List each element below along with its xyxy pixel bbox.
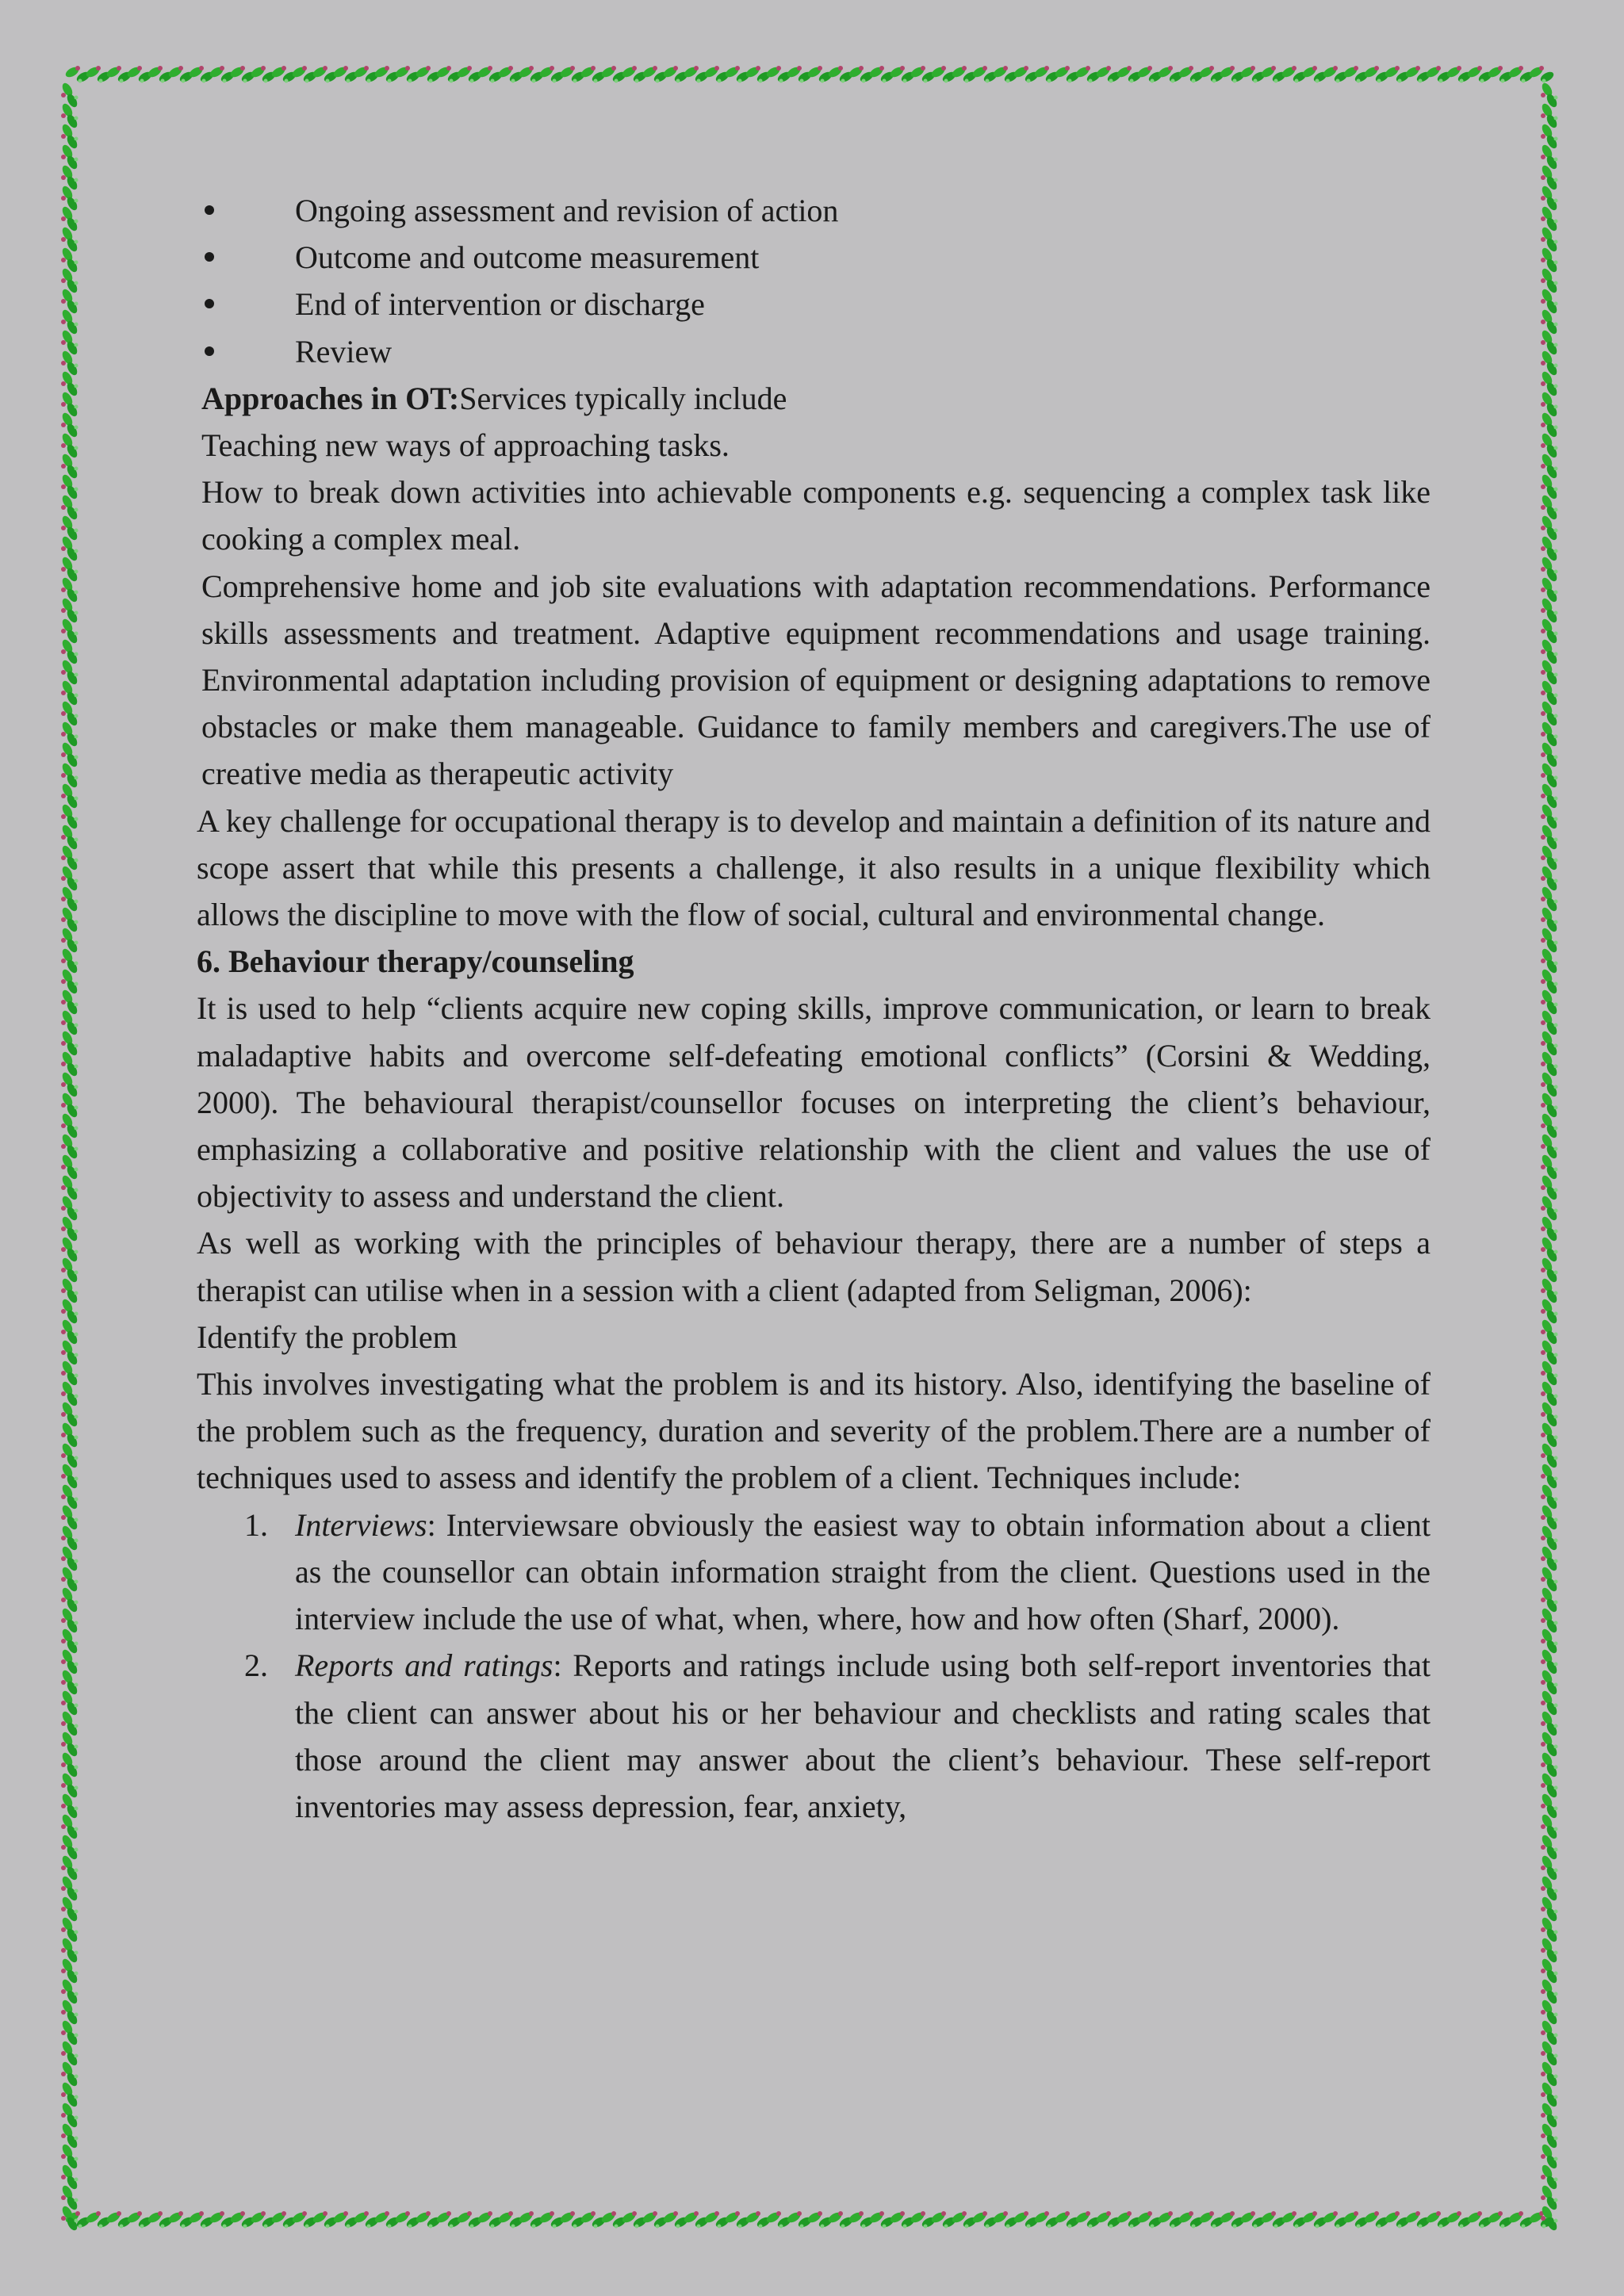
bullet-icon <box>205 205 214 215</box>
bullet-item: Ongoing assessment and revision of action <box>197 187 1431 234</box>
challenge-paragraph: A key challenge for occupational therapy is to develop and maintain a definition of its nature and scope assert that while this presents a challenge, it also results in a unique flexibility which allows the discipline to move with the flow of social, cultural and environmental change. <box>197 802 1431 933</box>
vine-right-edge <box>1540 82 1559 2233</box>
vine-top-edge <box>64 65 1556 84</box>
paragraph: As well as working with the principles of behaviour therapy, there are a number of steps a therapist can utilise when in a session with a client (adapted from Seligman, 2006): <box>197 1225 1431 1308</box>
techniques-list <box>197 1502 1431 1830</box>
bullet-item: Review <box>197 328 1431 375</box>
term: Interviews <box>295 1506 427 1543</box>
vine-leaf-icon <box>1528 65 1556 84</box>
paragraph: How to break down activities into achievable components e.g. sequencing a complex task like cooking a complex meal. <box>201 474 1431 557</box>
list-item: 1. Interviews: Interviewsare obviously the easiest way to obtain information about a client as the counsellor can obtain information straight from the client. Questions used in the interview include the use of what, when, where, how and how often (Sharf, 2000). <box>197 1502 1431 1643</box>
paragraph: Comprehensive home and job site evaluations with adaptation recommendations. Performance skills assessments and treatment. Adaptive equipment recommendations and usage training. Environmental adaptation including provision of equipment or designing adaptations to remove obstacles or make them manageable. Guidance to family members and caregivers.The use of creative media as therapeutic activity <box>201 568 1431 792</box>
bullet-icon <box>205 346 214 356</box>
bullet-item: Outcome and outcome measurement <box>197 234 1431 281</box>
vine-bottom-edge <box>64 2210 1556 2229</box>
section-heading: 6. Behaviour therapy/counseling <box>197 943 634 980</box>
list-number: 2. <box>244 1647 268 1684</box>
paragraph: It is used to help “clients acquire new coping skills, improve communication, or learn to break maladaptive habits and overcome self-defeating emotional conflicts” (Corsini & Wedding, 2000). The behavioural therapist/counsellor focuses on interpreting the client’s behaviour, emphasizing a collaborative and positive relationship with the client and values the use of objectivity to assess and understand the client. <box>197 990 1431 1215</box>
bullet-icon <box>205 252 214 262</box>
subheading: Identify the problem <box>197 1318 458 1355</box>
steps-bullet-list <box>197 187 1431 375</box>
paragraph: Teaching new ways of approaching tasks. <box>201 427 730 464</box>
list-number: 1. <box>244 1506 268 1543</box>
paragraph: This involves investigating what the problem is and its history. Also, identifying the baseline of the problem such as the frequency, duration and severity of the problem.There are a number of techniques used to assess and identify the problem of a client. Techniques include: <box>197 1366 1431 1496</box>
approaches-line <box>197 375 1431 422</box>
document-body <box>197 187 1431 1830</box>
bullet-icon <box>205 299 214 308</box>
approaches-heading: Approaches in OT: <box>201 380 460 416</box>
approaches-text: Services typically include <box>459 380 787 416</box>
bullet-item: End of intervention or discharge <box>197 281 1431 327</box>
term: Reports and ratings <box>295 1647 553 1684</box>
vine-left-edge <box>60 82 79 2233</box>
list-item: 2. Reports and ratings: Reports and ratings include using both self-report inventories that the client can answer about his or her behaviour and checklists and rating scales that those around the client may answer about the client’s behaviour. These self-report inventories may assess depression, fear, anxiety, <box>197 1642 1431 1830</box>
